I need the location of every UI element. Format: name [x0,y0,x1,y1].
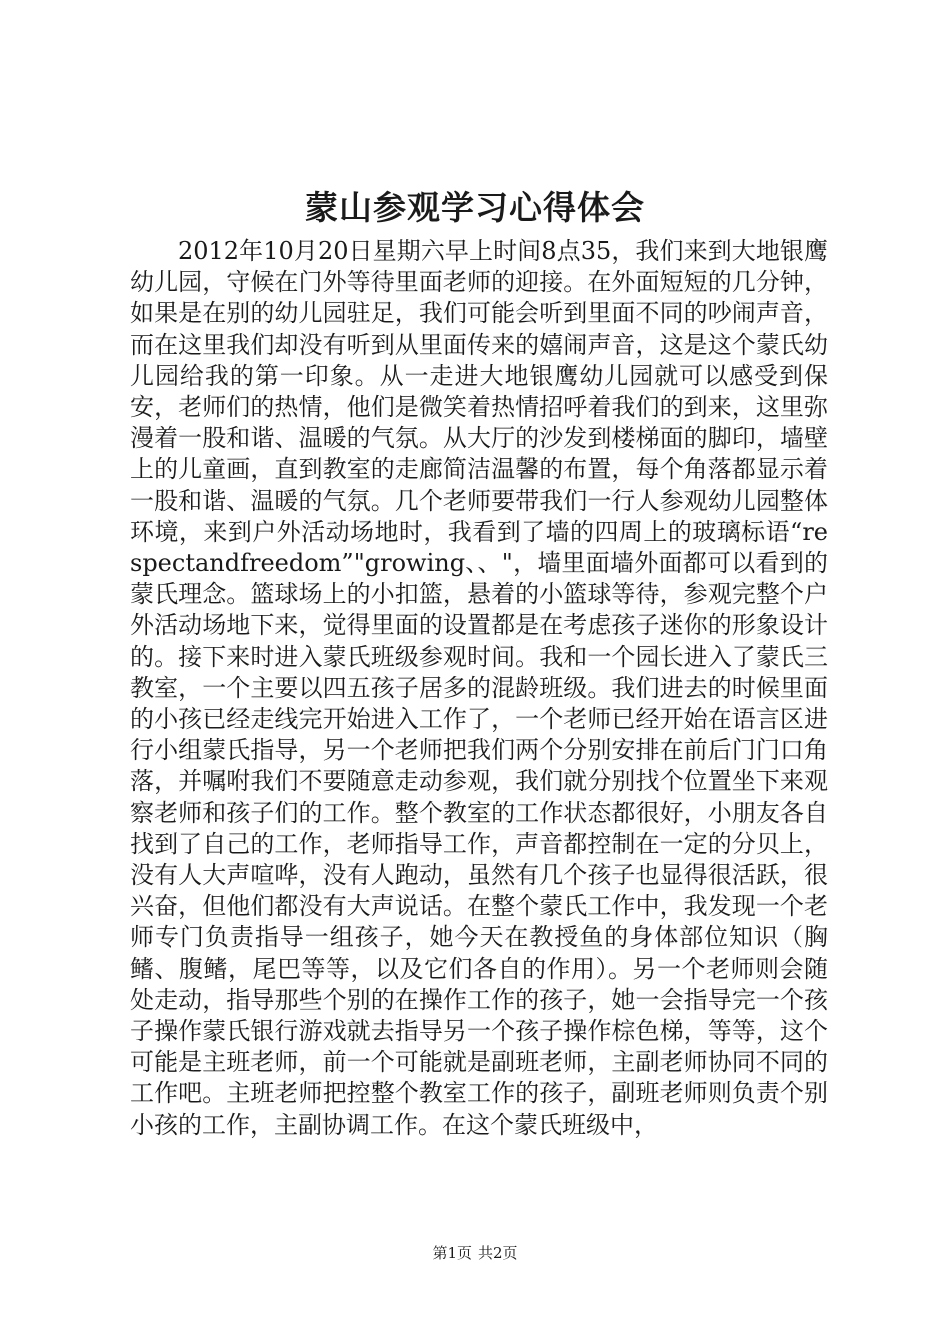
document-title: 蒙山参观学习心得体会 [305,188,645,227]
page-footer [0,1242,950,1264]
page-number-total: 共2页 [478,1244,518,1262]
page-number-current: 第1页 [432,1244,472,1262]
document-body-paragraph: 2012年10月20日星期六早上时间8点35，我们来到大地银鹰幼儿园，守候在门外等待里面老师的迎接。在外面短短的几分钟，如果是在别的幼儿园驻足，我们可能会听到里面不同的吵闹声音，而在这里我们却没有听到从里面传来的嬉闹声音，这是这个蒙氏幼儿园给我的第一印象。从一走进大地银鹰幼儿园就可以感受到保安，老师们的热情，他们是微笑着热情招呼着我们的到来，这里弥漫着一股和谐、温暖的气氛。从大厅的沙发到楼梯面的脚印，墙壁上的儿童画，直到教室的走廊简洁温馨的布置，每个角落都显示着一股和谐、温暖的气氛。几个老师要带我们一行人参观幼儿园整体环境，来到户外活动场地时，我看到了墙的四周上的玻璃标语“respectandfreedom”"growing、、"，墙里面墙外面都可以看到的蒙氏理念。篮球场上的小扣篮，悬着的小篮球等待，参观完整个户外活动场地下来，觉得里面的设置都是在考虑孩子迷你的形象设计的。接下来时进入蒙氏班级参观时间。我和一个园长进入了蒙氏三教室，一个主要以四五孩子居多的混龄班级。我们进去的时候里面的小孩已经走线完开始进入工作了，一个老师已经开始在语言区进行小组蒙氏指导，另一个老师把我们两个分别安排在前后门门口角落，并嘱咐我们不要随意走动参观，我们就分别找个位置坐下来观察老师和孩子们的工作。整个教室的工作状态都很好，小朋友各自找到了自己的工作，老师指导工作，声音都控制在一定的分贝上，没有人大声喧哗，没有人跑动，虽然有几个孩子也显得很活跃，很兴奋，但他们都没有大声说话。在整个蒙氏工作中，我发现一个老师专门负责指导一组孩子，她今天在教授鱼的身体部位知识（胸鳍、腹鳍，尾巴等等，以及它们各自的作用）。另一个老师则会随处走动，指导那些个别的在操作工作的孩子，她一会指导完一个孩子操作蒙氏银行游戏就去指导另一个孩子操作棕色梯，等等，这个可能是主班老师，前一个可能就是副班老师，主副老师协同不同的工作吧。主班老师把控整个教室工作的孩子，副班老师则负责个别小孩的工作，主副协调工作。在这个蒙氏班级中， [130,237,828,1139]
